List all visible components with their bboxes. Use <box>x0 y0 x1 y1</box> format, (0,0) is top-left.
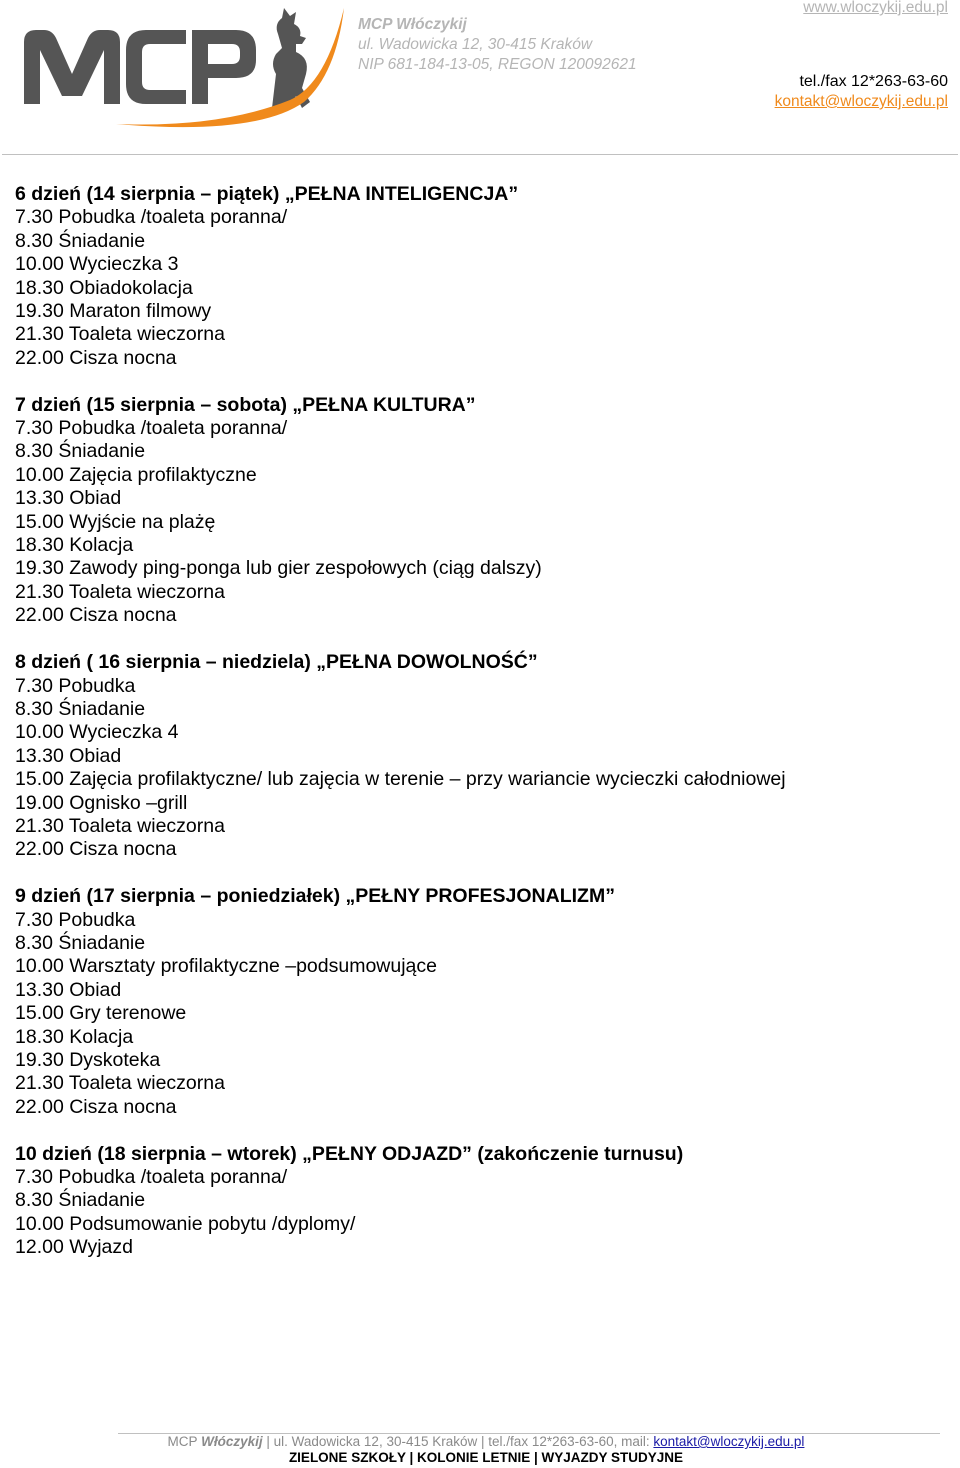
footer-address: ul. Wadowicka 12, 30-415 Kraków <box>273 1434 478 1449</box>
header-divider <box>2 154 958 155</box>
footer-tagline: ZIELONE SZKOŁY | KOLONIE LETNIE | WYJAZDY STUDYJNE <box>288 1450 684 1465</box>
schedule-entry: 18.30 Kolacja <box>15 1025 134 1048</box>
schedule-entry: 13.30 Obiad <box>15 744 122 767</box>
schedule-entry: 7.30 Pobudka /toaleta poranna/ <box>15 206 288 229</box>
email-link[interactable]: kontakt@wloczykij.edu.pl <box>774 93 948 110</box>
day-title: 9 dzień (17 sierpnia – poniedziałek) „PEŁNY PROFESJONALIZM” <box>15 885 615 908</box>
company-address: ul. Wadowicka 12, 30-415 Kraków <box>358 36 593 53</box>
schedule-entry: 18.30 Obiadokolacja <box>15 276 193 299</box>
schedule-entry: 10.00 Warsztaty profilaktyczne –podsumowujące <box>15 955 437 978</box>
schedule-entry: 12.00 Wyjazd <box>15 1236 133 1259</box>
schedule-entry: 7.30 Pobudka <box>15 674 136 697</box>
schedule-entry: 21.30 Toaleta wieczorna <box>15 580 225 603</box>
schedule-entry: 8.30 Śniadanie <box>15 697 146 720</box>
footer-brand-prefix: MCP <box>167 1434 198 1449</box>
day-title: 10 dzień (18 sierpnia – wtorek) „PEŁNY ODJAZD” (zakończenie turnusu) <box>15 1142 684 1165</box>
schedule-entry: 7.30 Pobudka /toaleta poranna/ <box>15 1166 288 1188</box>
day-block <box>15 394 945 628</box>
phone-fax: tel./fax 12*263-63-60 <box>799 73 948 90</box>
contact-block <box>775 0 948 112</box>
schedule-entry: 19.30 Dyskoteka <box>15 1048 161 1071</box>
day-title: 7 dzień (15 sierpnia – sobota) „PEŁNA KULTURA” <box>15 393 476 416</box>
letterhead <box>0 0 960 156</box>
footer-brand-name: Włóczykij <box>201 1434 263 1449</box>
schedule-entry: 7.30 Pobudka /toaleta poranna/ <box>15 417 288 440</box>
footer-contact <box>0 1434 960 1450</box>
schedule-entry: 13.30 Obiad <box>15 487 122 510</box>
schedule-entry: 22.00 Cisza nocna <box>15 1095 177 1118</box>
schedule-entry: 19.30 Maraton filmowy <box>15 300 212 323</box>
footer-brand <box>168 1434 263 1449</box>
day-block <box>15 183 945 370</box>
schedule-entry: 8.30 Śniadanie <box>15 931 146 954</box>
schedule-entry: 7.30 Pobudka <box>15 908 136 931</box>
company-registry: NIP 681-184-13-05, REGON 120092621 <box>358 56 637 73</box>
schedule-entry: 10.00 Zajęcia profilaktyczne <box>15 463 257 486</box>
schedule-entry: 10.00 Wycieczka 3 <box>15 253 179 276</box>
schedule-entry: 15.00 Zajęcia profilaktyczne/ lub zajęcia w terenie – przy wariancie wycieczki całodniowej <box>15 768 786 791</box>
schedule-entry: 10.00 Podsumowanie pobytu /dyplomy/ <box>15 1212 356 1235</box>
footer-separator: | <box>481 1434 485 1449</box>
schedule-entry: 19.00 Ognisko –grill <box>15 791 188 814</box>
schedule-entry: 10.00 Wycieczka 4 <box>15 721 179 744</box>
schedule <box>15 183 945 1283</box>
footer-email-link[interactable]: kontakt@wloczykij.edu.pl <box>653 1434 805 1449</box>
day-title: 6 dzień (14 sierpnia – piątek) „PEŁNA INTELIGENCJA” <box>15 183 519 205</box>
schedule-entry: 8.30 Śniadanie <box>15 229 146 252</box>
day-block <box>15 1143 945 1260</box>
schedule-entry: 21.30 Toaleta wieczorna <box>15 323 225 346</box>
schedule-entry: 15.00 Gry terenowe <box>15 1002 187 1025</box>
company-name: MCP Włóczykij <box>358 16 467 33</box>
schedule-entry: 18.30 Kolacja <box>15 534 134 557</box>
schedule-entry: 22.00 Cisza nocna <box>15 346 177 369</box>
schedule-entry: 15.00 Wyjście na plażę <box>15 510 216 533</box>
website-link[interactable]: www.wloczykij.edu.pl <box>803 0 948 16</box>
schedule-entry: 19.30 Zawody ping-ponga lub gier zespołowych (ciąg dalszy) <box>15 557 542 580</box>
day-block <box>15 885 945 1119</box>
company-info <box>358 15 637 75</box>
day-block <box>15 651 945 862</box>
day-title: 8 dzień ( 16 sierpnia – niedziela) „PEŁNA DOWOLNOŚĆ” <box>15 651 538 674</box>
schedule-entry: 21.30 Toaleta wieczorna <box>15 1072 225 1095</box>
schedule-entry: 22.00 Cisza nocna <box>15 604 177 627</box>
mcp-logo <box>20 4 345 134</box>
schedule-entry: 21.30 Toaleta wieczorna <box>15 814 225 837</box>
schedule-entry: 13.30 Obiad <box>15 978 122 1001</box>
schedule-entry: 8.30 Śniadanie <box>15 440 146 463</box>
footer-separator: | <box>266 1434 270 1449</box>
footer-phone: tel./fax 12*263-63-60, mail: <box>488 1434 650 1449</box>
schedule-entry: 8.30 Śniadanie <box>15 1189 146 1212</box>
schedule-entry: 22.00 Cisza nocna <box>15 838 177 861</box>
